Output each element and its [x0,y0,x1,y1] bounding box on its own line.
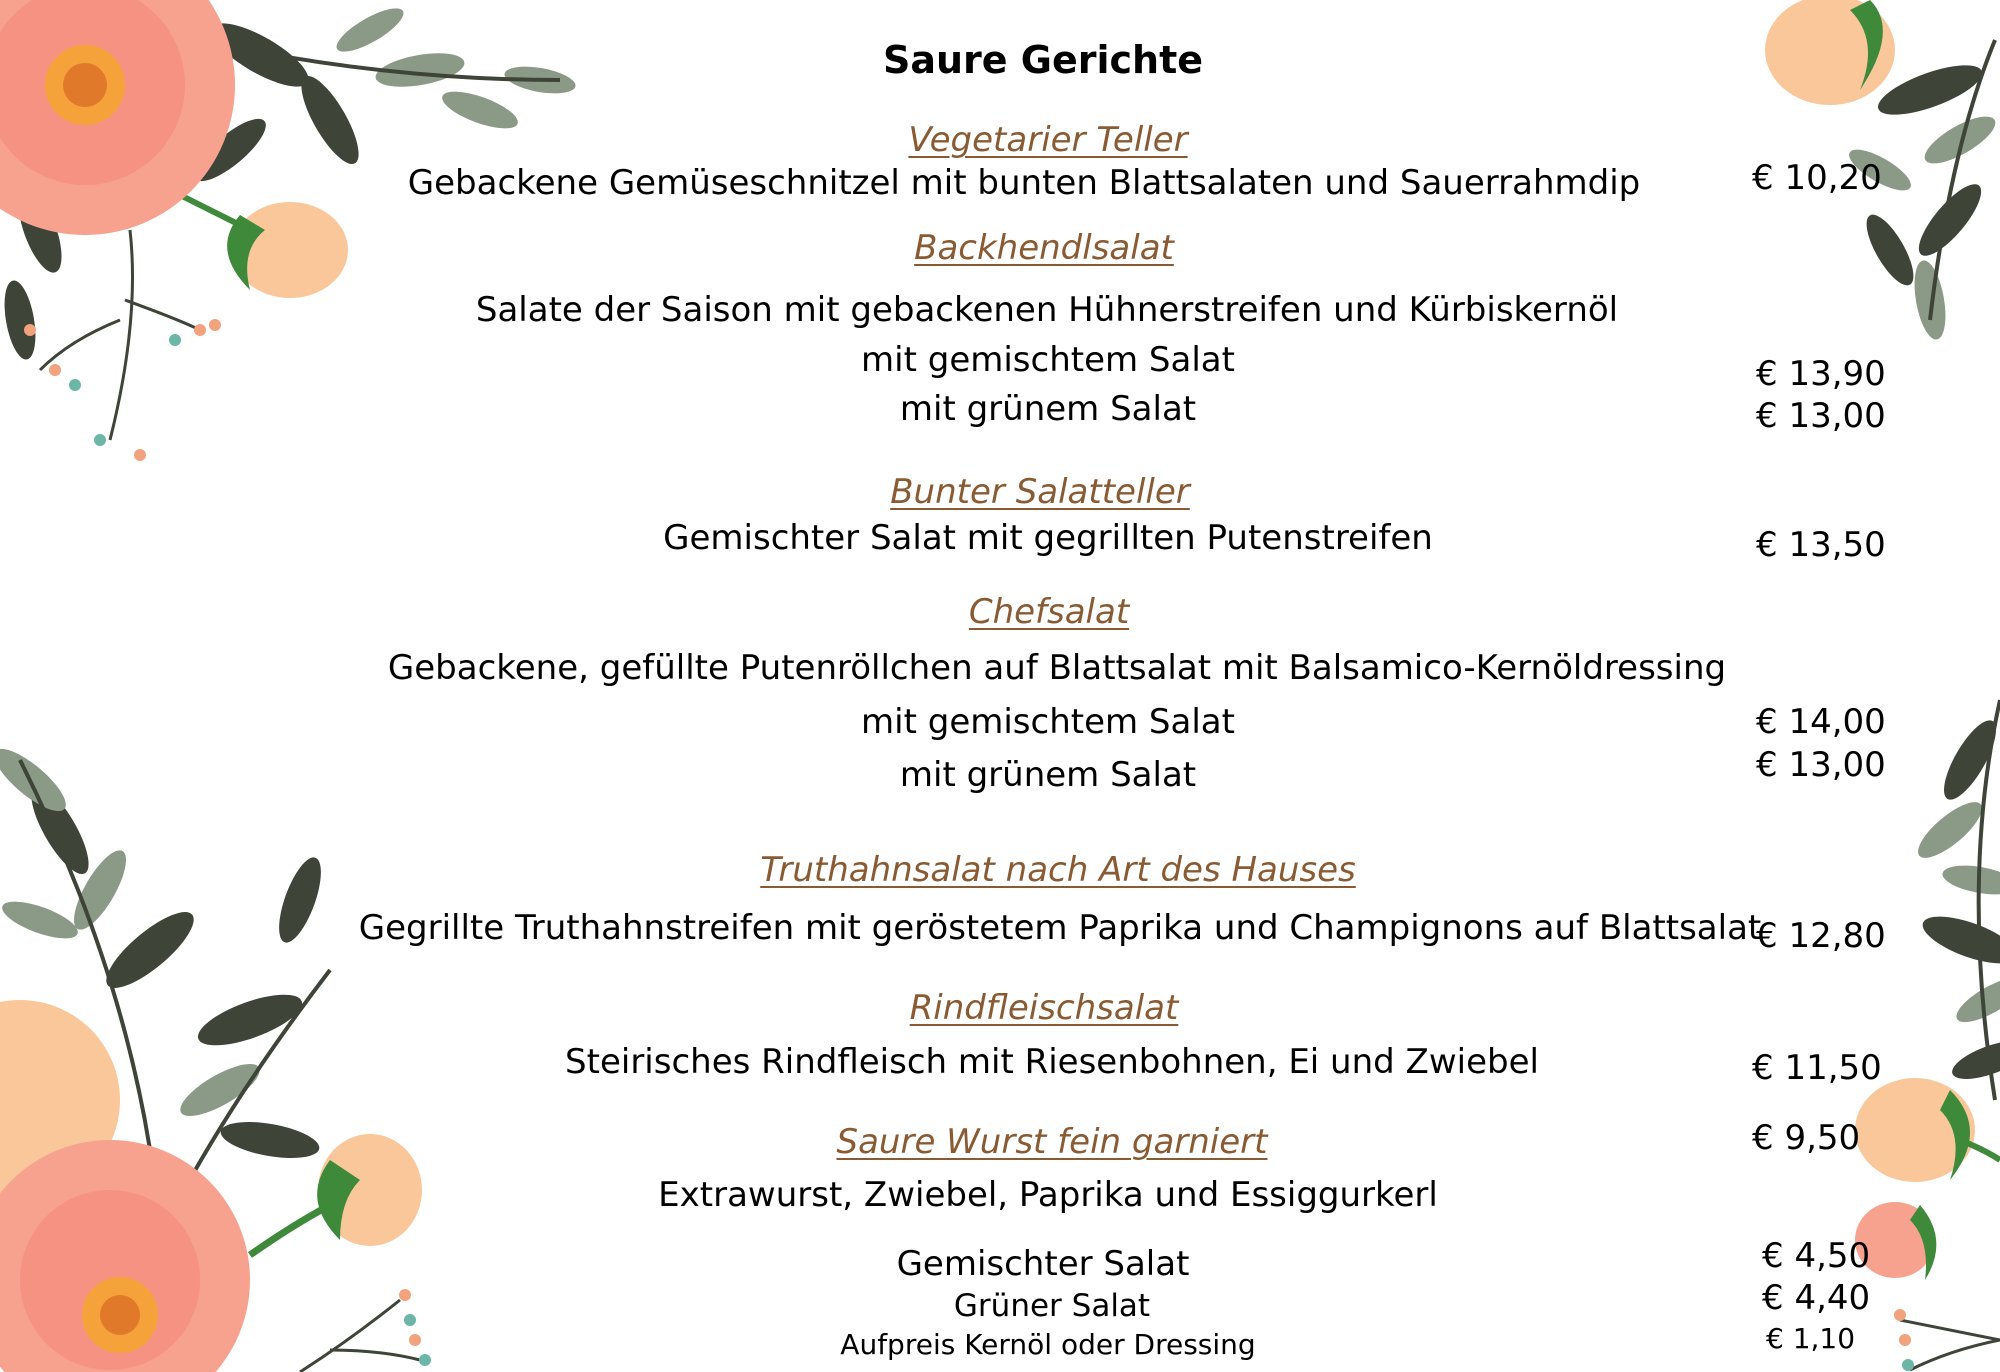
dish-option-price: € 14,00 [1756,702,1886,742]
dish-price: € 11,50 [1752,1048,1882,1088]
floral-decoration-bottom-left [0,720,460,1372]
dish-option-label: mit gemischtem Salat [861,702,1235,742]
dish-option-label: mit gemischtem Salat [861,340,1235,380]
side-price: € 4,40 [1762,1278,1871,1318]
dish-description: Extrawurst, Zwiebel, Paprika und Essiggurkerl [658,1175,1438,1215]
dish-price: € 10,20 [1752,158,1882,198]
dish-option-price: € 13,00 [1756,745,1886,785]
dish-option-price: € 13,00 [1756,396,1886,436]
dish-price: € 9,50 [1752,1118,1861,1158]
dish-option-price: € 13,90 [1756,354,1886,394]
dish-price: € 13,50 [1756,525,1886,565]
side-price: € 1,10 [1766,1322,1856,1355]
side-aufpreis: Aufpreis Kernöl oder Dressing [840,1328,1256,1361]
side-price: € 4,50 [1762,1236,1871,1276]
dish-name-truthahnsalat: Truthahnsalat nach Art des Hauses [760,850,1356,890]
dish-description: Steirisches Rindfleisch mit Riesenbohnen, Ei und Zwiebel [565,1042,1539,1082]
dish-description: Gebackene, gefüllte Putenröllchen auf Blattsalat mit Balsamico-Kernöldressing [387,648,1727,688]
dish-name-vegetarier-teller: Vegetarier Teller [908,120,1188,160]
dish-name-rindfleischsalat: Rindfleischsalat [909,988,1179,1028]
dish-price: € 12,80 [1756,916,1886,956]
dish-name-saure-wurst: Saure Wurst fein garniert [836,1122,1268,1162]
dish-name-chefsalat: Chefsalat [968,592,1130,632]
floral-decoration-top-left [0,0,600,480]
page-title: Saure Gerichte [882,38,1204,82]
dish-name-backhendlsalat: Backhendlsalat [914,228,1174,268]
side-gemischter-salat: Gemischter Salat [896,1244,1190,1284]
dish-description: Gemischter Salat mit gegrillten Putenstreifen [663,518,1433,558]
dish-option-label: mit grünem Salat [899,755,1197,795]
dish-description: Gebackene Gemüseschnitzel mit bunten Blattsalaten und Sauerrahmdip [407,163,1641,203]
side-gruener-salat: Grüner Salat [953,1288,1151,1324]
dish-option-label: mit grünem Salat [899,389,1197,429]
dish-name-bunter-salatteller: Bunter Salatteller [890,472,1190,512]
dish-description: Salate der Saison mit gebackenen Hühnerstreifen und Kürbiskernöl [475,290,1619,330]
dish-description: Gegrillte Truthahnstreifen mit geröstetem Paprika und Champignons auf Blattsalat [358,908,1762,948]
